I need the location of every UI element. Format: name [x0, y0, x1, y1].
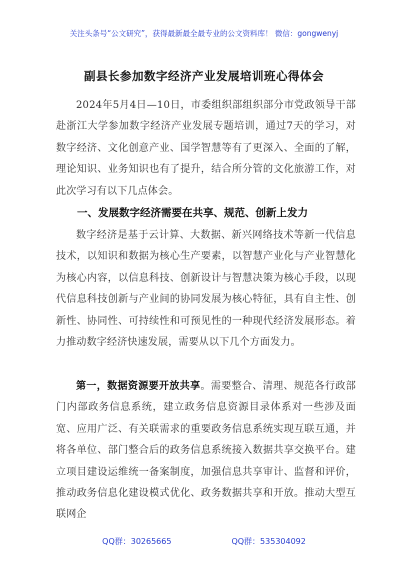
footer — [0, 536, 408, 547]
intro-paragraph: 2024年5月4日—10日，市委组织部组织部分市党政领导干部赴浙江大学参加数字经济产业发展专题培训，通过7天的学习，对数字经济、文化创意产业、国学智慧等有了更深入、全面的了解，理论知识、业务知识也有了提升，结合所分管的文化旅游工作，对此次学习有以下几点体会。 — [56, 100, 356, 197]
footer-qq-group-1: QQ群：30265665 — [102, 537, 172, 546]
point-1-paragraph — [56, 376, 356, 526]
section-heading-1: 一、发展数字经济需要在共享、规范、创新上发力 — [77, 207, 308, 219]
point-1-lead: 第一，数据资源要开放共享 — [76, 381, 201, 392]
header-banner: 关注头条号“公文研究”，获得最新最全最专业的公文资料库！ 微信：gongwenyj — [69, 29, 339, 38]
document-title: 副县长参加数字经济产业发展培训班心得体会 — [84, 69, 324, 83]
section-1-paragraph: 数字经济是基于云计算、大数据、新兴网络技术等新一代信息技术，以知识和数据为核心生产要素，以智慧产业化与产业智慧化为核心内容，以信息科技、创新设计与智慧决策为核心手段，以现代信息科技创新与产业间的协同发展为核心特征，具有自主性、创新性、协同性、可持续性和可预见性的一种现代经济发展形态。着力推动数字经济快速发展，需要从以下几个方面发力。 — [56, 230, 356, 349]
point-1-text: 。需要整合、清理、规范各行政部门内部政务信息系统，建立政务信息资源目录体系对一些涉及面宽、应用广泛、有关联需求的重要政务信息系统实现互联互通，并将各单位、部门整合后的政务信息系统接入数据共享交换平台。建立项目建设运维统一备案制度，加强信息共享审计、监督和评价，推动政务信息化建设模式优化、政务数据共享和开放。推动大型互联网企 — [56, 381, 357, 521]
footer-qq-group-2: QQ群：535304092 — [231, 537, 306, 546]
